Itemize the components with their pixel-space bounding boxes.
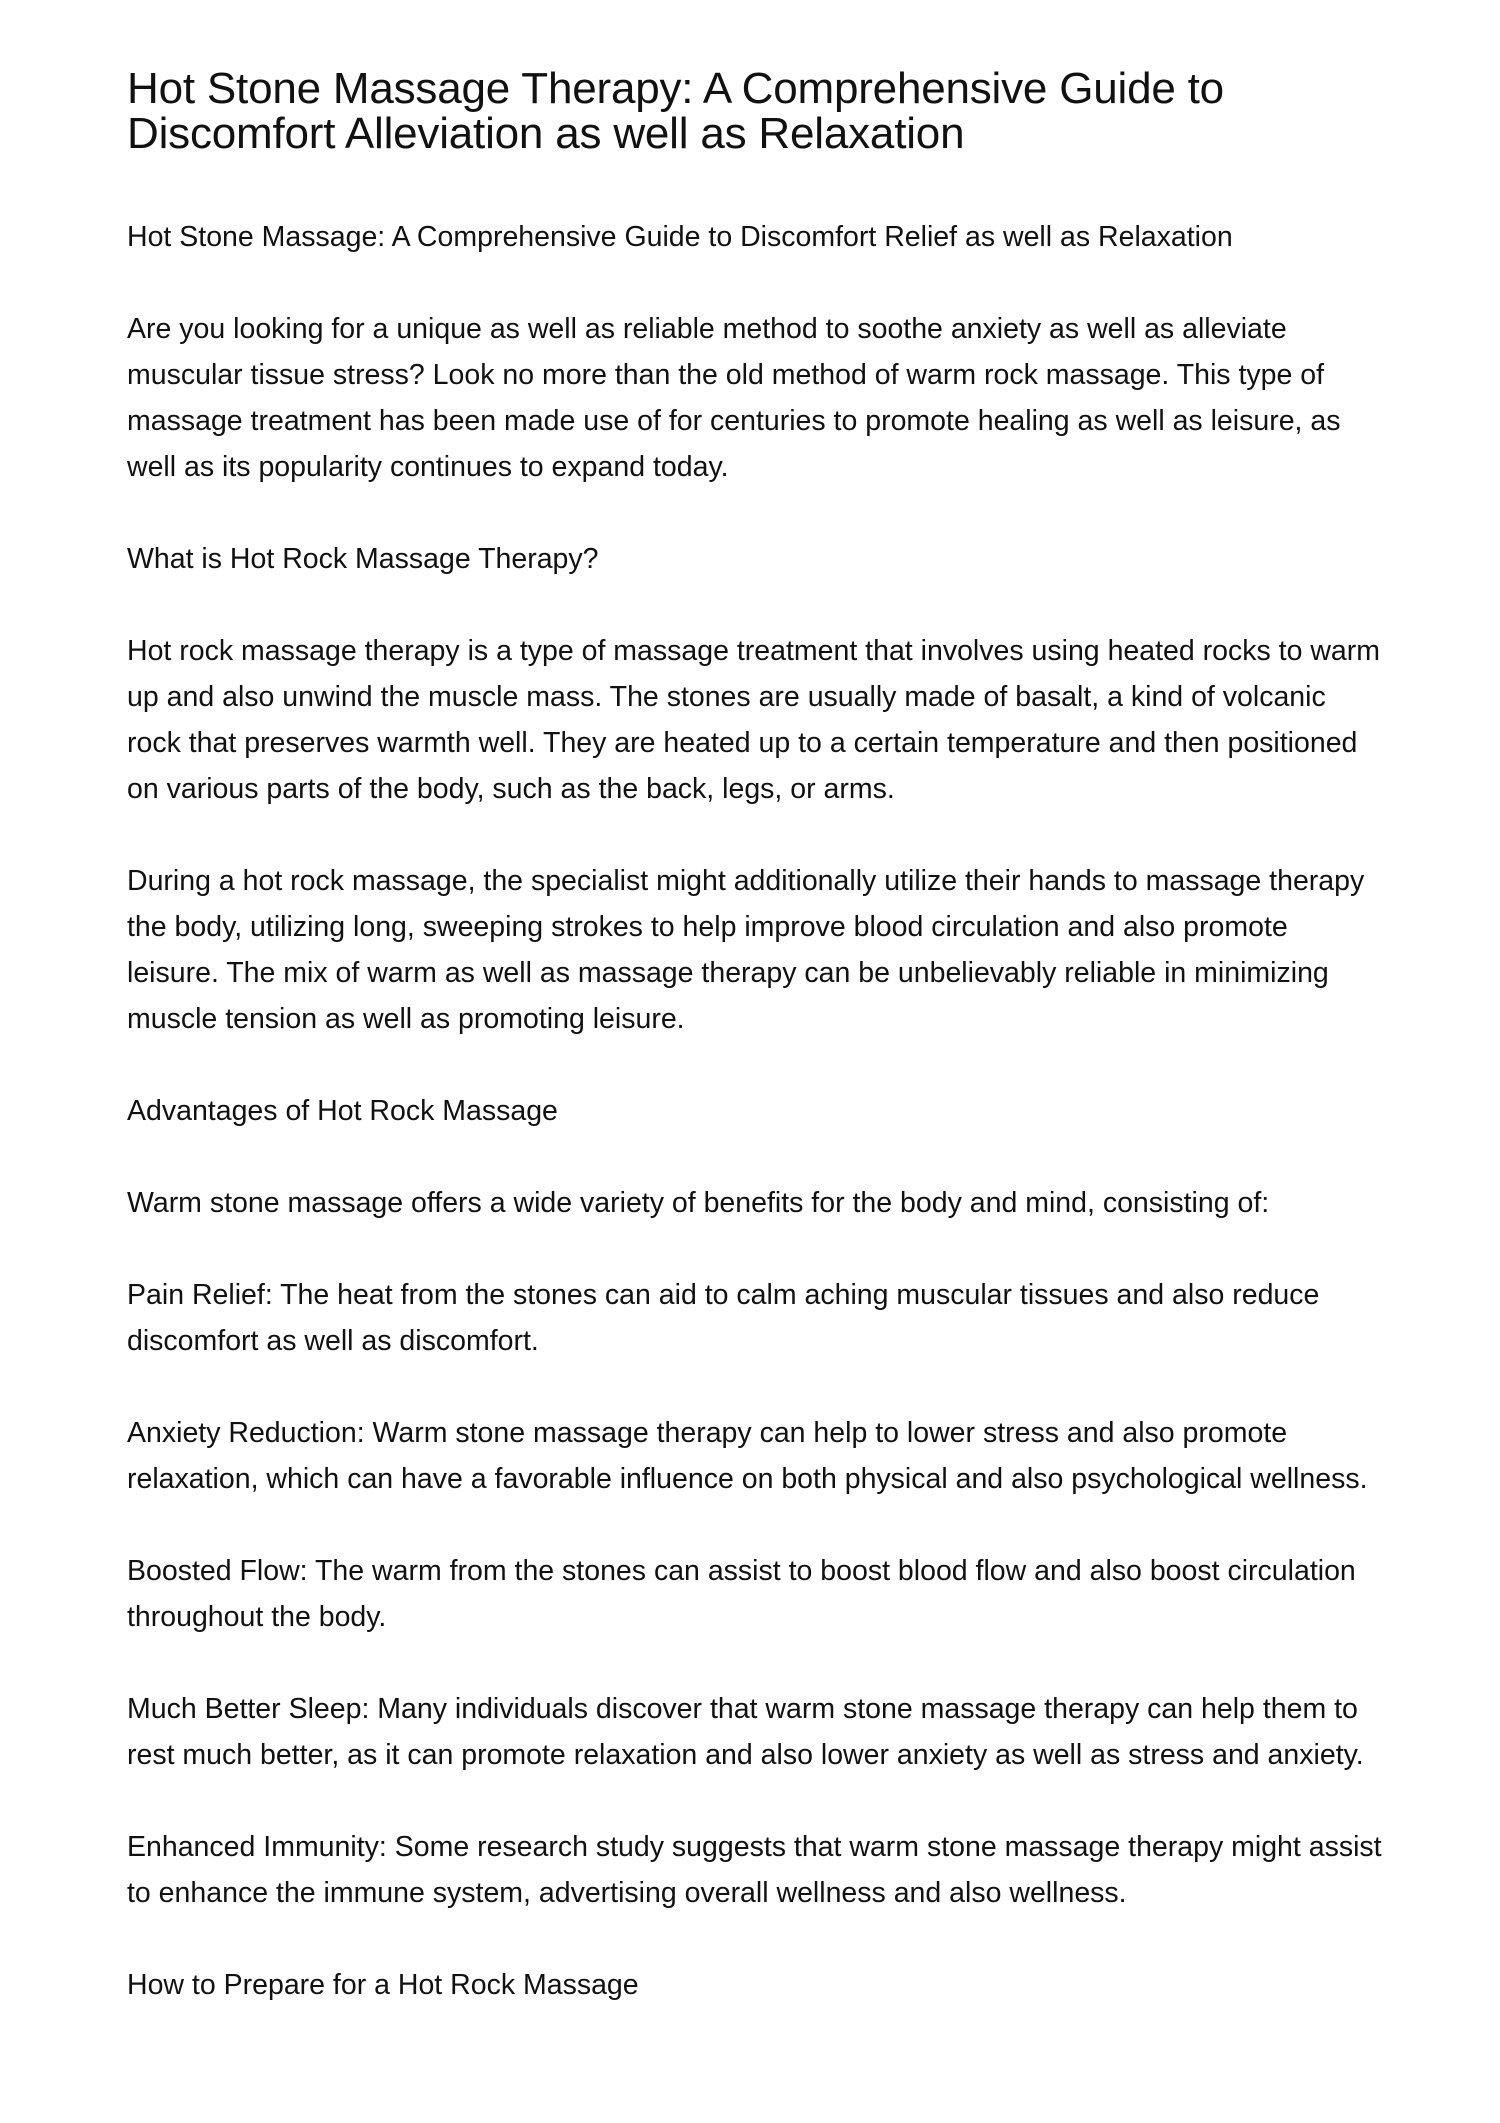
section-heading-what-is: What is Hot Rock Massage Therapy? <box>127 543 599 575</box>
benefit-enhanced-immunity: Enhanced Immunity: Some research study suggests that warm stone massage therapy might assist to enhance the immune system, advertising overall wellness and also wellness. <box>127 1831 1382 1909</box>
section-heading-advantages: Advantages of Hot Rock Massage <box>127 1095 558 1127</box>
document-page <box>127 66 1387 2054</box>
section-heading-prepare: How to Prepare for a Hot Rock Massage <box>127 1969 639 2001</box>
during-massage-paragraph: During a hot rock massage, the specialist might additionally utilize their hands to massage therapy the body, utilizing long, sweeping strokes to help improve blood circulation and also promote leisure. The mix of warm as well as massage therapy can be unbelievably reliable in minimizing muscle tension as well as promoting leisure. <box>127 865 1365 1035</box>
document-subtitle: Hot Stone Massage: A Comprehensive Guide to Discomfort Relief as well as Relaxation <box>127 221 1233 253</box>
benefit-better-sleep: Much Better Sleep: Many individuals discover that warm stone massage therapy can help them to rest much better, as it can promote relaxation and also lower anxiety as well as stress and anxiety. <box>127 1693 1364 1771</box>
benefits-intro-paragraph: Warm stone massage offers a wide variety of benefits for the body and mind, consisting of: <box>127 1187 1270 1219</box>
intro-paragraph: Are you looking for a unique as well as reliable method to soothe anxiety as well as alleviate muscular tissue stress? Look no more than the old method of warm rock massage. This type of massage treatment has been made use of for centuries to promote healing as well as leisure, as well as its popularity continues to expand today. <box>127 313 1341 483</box>
benefit-anxiety-reduction: Anxiety Reduction: Warm stone massage therapy can help to lower stress and also promote relaxation, which can have a favorable influence on both physical and also psychological wellness. <box>127 1417 1368 1495</box>
document-title: Hot Stone Massage Therapy: A Comprehensive Guide to Discomfort Alleviation as well as Relaxation <box>127 64 1224 158</box>
benefit-boosted-flow: Boosted Flow: The warm from the stones can assist to boost blood flow and also boost circulation throughout the body. <box>127 1555 1356 1633</box>
benefit-pain-relief: Pain Relief: The heat from the stones can aid to calm aching muscular tissues and also reduce discomfort as well as discomfort. <box>127 1279 1320 1357</box>
what-is-paragraph: Hot rock massage therapy is a type of massage treatment that involves using heated rocks to warm up and also unwind the muscle mass. The stones are usually made of basalt, a kind of volcanic rock that preserves warmth well. They are heated up to a certain temperature and then positioned on various parts of the body, such as the back, legs, or arms. <box>127 635 1381 805</box>
